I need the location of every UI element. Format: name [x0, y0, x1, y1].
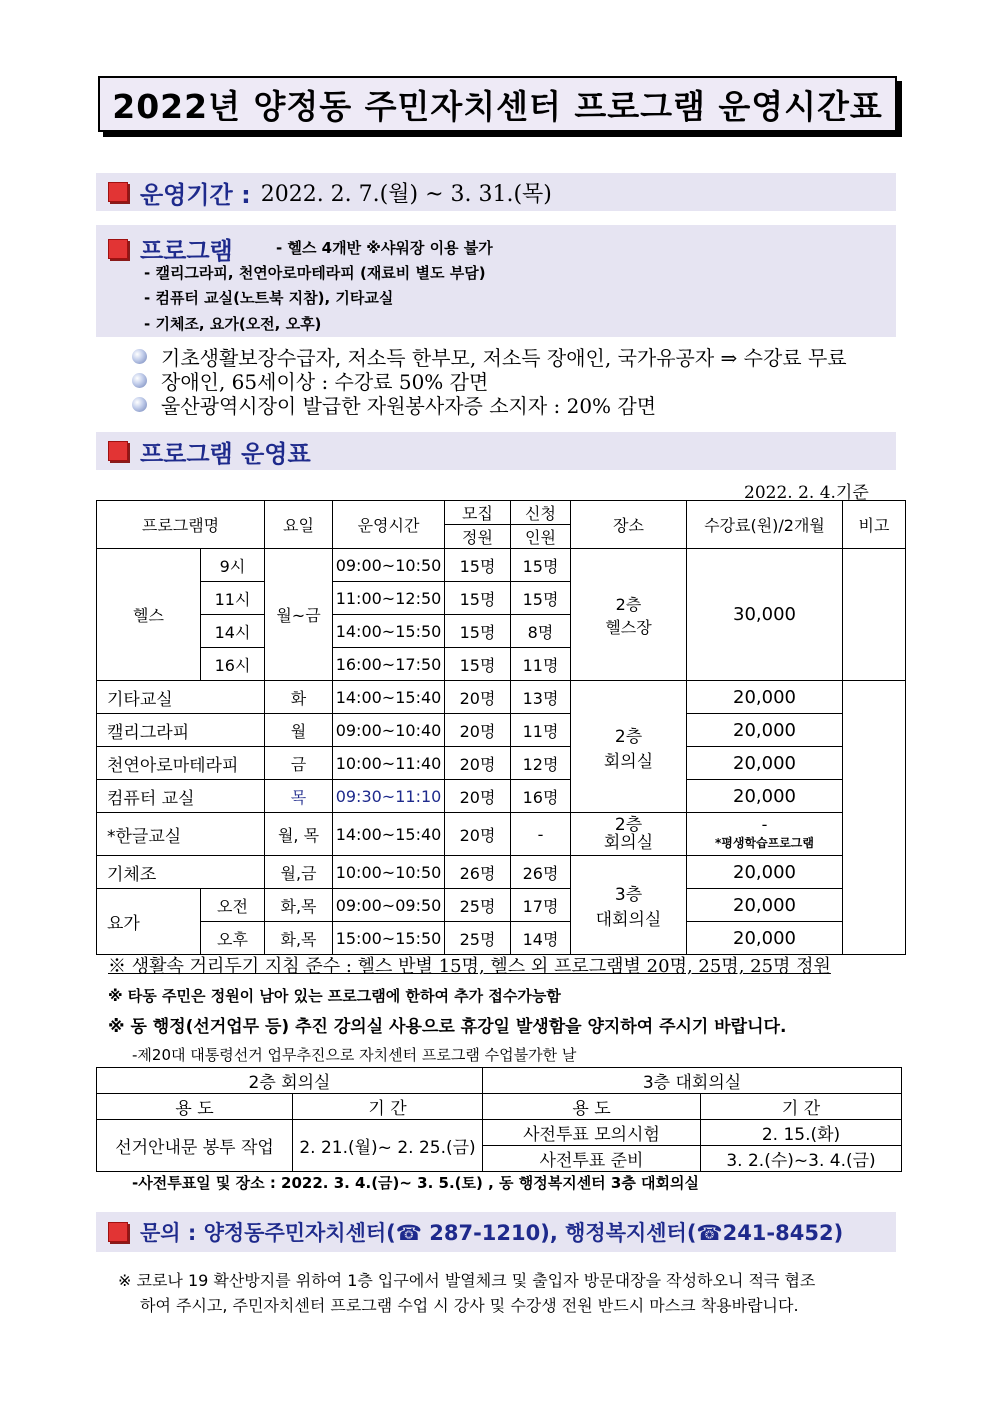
fee: 20,000: [687, 856, 843, 889]
program-name: 천연아로마테라피: [97, 747, 265, 780]
place: [571, 856, 687, 955]
slot: 14시: [201, 615, 265, 648]
enrolled: 26명: [511, 856, 571, 889]
table-header-row: [97, 1068, 902, 1094]
enrolled: 15명: [511, 582, 571, 615]
place: [571, 813, 687, 856]
election-table: [96, 1067, 902, 1172]
fee: 20,000: [687, 889, 843, 922]
room-header: 3층 대회의실: [483, 1068, 902, 1094]
enrolled: 14명: [511, 922, 571, 955]
time: 10:00~10:50: [333, 856, 445, 889]
bullet-ball-icon: [132, 397, 147, 412]
period-label: 운영기간 :: [140, 180, 251, 209]
period: 3. 2.(수)~3. 4.(금): [701, 1146, 902, 1172]
red-square-icon: [108, 182, 128, 202]
program-line: - 헬스 4개반 ※샤워장 이용 불가: [276, 239, 493, 257]
enrolled: 16명: [511, 780, 571, 813]
place-room: 회의실: [603, 751, 654, 772]
day: 월: [265, 714, 333, 747]
red-square-icon: [108, 239, 128, 259]
election-note: -제20대 대통령선거 업무추진으로 자치센터 프로그램 수업불가한 날: [132, 1046, 577, 1064]
fee: [687, 813, 843, 856]
list-item-text: 기초생활보장수급자, 저소득 한부모, 저소득 장애인, 국가유공자 ⇒ 수강료 무료: [161, 345, 847, 370]
fee: 20,000: [687, 747, 843, 780]
col-header: 장소: [571, 501, 687, 549]
program-line: - 캘리그라피, 천연아로마테라피 (재료비 별도 부담): [144, 264, 486, 282]
capacity: 20명: [445, 681, 511, 714]
as-of-date: 2022. 2. 4.기준: [744, 483, 869, 503]
col-header: 정원: [445, 525, 511, 549]
col-header: 용 도: [483, 1094, 701, 1120]
covid-note-line: ※ 코로나 19 확산방지를 위하여 1층 입구에서 발열체크 및 출입자 방문대장을 작성하오니 적극 협조: [118, 1271, 816, 1290]
slot: 16시: [201, 648, 265, 681]
fee: 20,000: [687, 681, 843, 714]
enrolled: 15명: [511, 549, 571, 582]
time: 15:00~15:50: [333, 922, 445, 955]
program-name: 요가: [97, 889, 201, 955]
time: 09:30~11:10: [333, 780, 445, 813]
place-floor: 2층: [614, 726, 643, 747]
note-distancing: ※ 생활속 거리두기 지침 준수 : 헬스 반별 15명, 헬스 외 프로그램별 20명, 25명, 25명 정원: [108, 956, 831, 977]
enrolled: 12명: [511, 747, 571, 780]
use: 사전투표 모의시험: [483, 1120, 701, 1146]
list-item: [132, 344, 847, 368]
remark: [843, 681, 906, 955]
place-room: 대회의실: [595, 910, 662, 930]
contact-section: [96, 1212, 896, 1252]
enrolled: 13명: [511, 681, 571, 714]
col-header: 인원: [511, 525, 571, 549]
schedule-title: 프로그램 운영표: [140, 439, 311, 468]
slot: 9시: [201, 549, 265, 582]
capacity: 25명: [445, 922, 511, 955]
place-room: 회의실: [603, 833, 654, 853]
table-row: [97, 549, 906, 582]
fee: 20,000: [687, 922, 843, 955]
capacity: 20명: [445, 780, 511, 813]
col-header: 운영시간: [333, 501, 445, 549]
time: 14:00~15:40: [333, 681, 445, 714]
period-section: [96, 173, 896, 211]
time: 14:00~15:50: [333, 615, 445, 648]
slot: 오후: [201, 922, 265, 955]
program-table: [96, 500, 906, 955]
day: 월~금: [265, 549, 333, 681]
capacity: 15명: [445, 582, 511, 615]
use: 사전투표 준비: [483, 1146, 701, 1172]
place-floor: 2층: [615, 594, 642, 614]
day: 목: [265, 780, 333, 813]
list-item-text: 울산광역시장이 발급한 자원봉사자증 소지자 : 20% 감면: [161, 393, 657, 418]
program-line: - 기체조, 요가(오전, 오후): [144, 315, 322, 333]
period-value: 2022. 2. 7.(월) ~ 3. 31.(목): [260, 181, 552, 207]
program-name: 기체조: [97, 856, 265, 889]
list-item-text: 장애인, 65세이상 : 수강료 50% 감면: [161, 369, 489, 394]
place-floor: 3층: [614, 885, 643, 905]
fee: 30,000: [687, 549, 843, 681]
time: 10:00~11:40: [333, 747, 445, 780]
slot: 11시: [201, 582, 265, 615]
place: [571, 681, 687, 813]
col-header: 기 간: [293, 1094, 483, 1120]
enrolled: -: [511, 813, 571, 856]
table-row: [97, 856, 906, 889]
program-name: 헬스: [97, 549, 201, 681]
note-closure: ※ 동 행정(선거업무 등) 추진 강의실 사용으로 휴강일 발생함을 양지하여 주시기 바랍니다.: [108, 1017, 787, 1037]
col-header: 기 간: [701, 1094, 902, 1120]
col-header: 용 도: [97, 1094, 293, 1120]
list-item: [132, 392, 847, 416]
capacity: 15명: [445, 549, 511, 582]
day: 화,목: [265, 922, 333, 955]
col-header: 신청: [511, 501, 571, 525]
use: 선거안내문 봉투 작업: [97, 1120, 293, 1172]
page-title: 2022년 양정동 주민자치센터 프로그램 운영시간표: [98, 76, 897, 132]
bullet-ball-icon: [132, 349, 147, 364]
place: [571, 549, 687, 681]
table-row: [97, 813, 906, 856]
capacity: 26명: [445, 856, 511, 889]
capacity: 25명: [445, 889, 511, 922]
table-row: [97, 714, 906, 747]
remark: [843, 549, 906, 681]
covid-note-line: 하여 주시고, 주민자치센터 프로그램 수업 시 강사 및 수강생 전원 반드시 마스크 착용바랍니다.: [140, 1296, 799, 1315]
period: 2. 15.(화): [701, 1120, 902, 1146]
fee: 20,000: [687, 780, 843, 813]
fee-value: -: [761, 815, 768, 834]
program-name: 기타교실: [97, 681, 265, 714]
fee: 20,000: [687, 714, 843, 747]
col-header: 모집: [445, 501, 511, 525]
col-header: 비고: [843, 501, 906, 549]
list-item: [132, 368, 847, 392]
discount-list: [132, 344, 847, 416]
place-floor: 2층: [614, 815, 643, 835]
place-room: 헬스장: [605, 617, 652, 637]
time: 09:00~10:40: [333, 714, 445, 747]
day: 화: [265, 681, 333, 714]
capacity: 20명: [445, 813, 511, 856]
enrolled: 11명: [511, 648, 571, 681]
red-square-icon: [108, 1222, 128, 1242]
time: 09:00~09:50: [333, 889, 445, 922]
time: 16:00~17:50: [333, 648, 445, 681]
room-header: 2층 회의실: [97, 1068, 483, 1094]
time: 09:00~10:50: [333, 549, 445, 582]
day: 월,금: [265, 856, 333, 889]
programs-section: [96, 225, 896, 337]
bullet-ball-icon: [132, 373, 147, 388]
table-row: [97, 747, 906, 780]
program-name: 캘리그라피: [97, 714, 265, 747]
period: 2. 21.(월)~ 2. 25.(금): [293, 1120, 483, 1172]
fee-note: *평생학습프로그램: [714, 836, 814, 850]
capacity: 15명: [445, 615, 511, 648]
program-name: *한글교실: [97, 813, 265, 856]
schedule-section-header: [96, 432, 896, 470]
day: 월, 목: [265, 813, 333, 856]
note-other-dong: ※ 타동 주민은 정원이 남아 있는 프로그램에 한하여 추가 접수가능함: [108, 987, 561, 1005]
programs-label: 프로그램: [140, 237, 233, 265]
capacity: 20명: [445, 747, 511, 780]
table-row: [97, 681, 906, 714]
col-header: 프로그램명: [97, 501, 265, 549]
program-name: 컴퓨터 교실: [97, 780, 265, 813]
table-row: [97, 889, 906, 922]
program-line: - 컴퓨터 교실(노트북 지참), 기타교실: [144, 289, 394, 307]
early-vote-note: -사전투표일 및 장소 : 2022. 3. 4.(금)~ 3. 5.(토) , 동 행정복지센터 3층 대회의실: [132, 1174, 700, 1192]
enrolled: 8명: [511, 615, 571, 648]
red-square-icon: [108, 441, 128, 461]
col-header: 수강료(원)/2개월: [687, 501, 843, 549]
day: 금: [265, 747, 333, 780]
table-header-row: [97, 1094, 902, 1120]
table-row: [97, 780, 906, 813]
contact-text: 문의 : 양정동주민자치센터(☎ 287-1210), 행정복지센터(☎241-8452): [140, 1221, 844, 1245]
time: 14:00~15:40: [333, 813, 445, 856]
day: 화,목: [265, 889, 333, 922]
slot: 오전: [201, 889, 265, 922]
time: 11:00~12:50: [333, 582, 445, 615]
col-header: 요일: [265, 501, 333, 549]
capacity: 20명: [445, 714, 511, 747]
table-header-row: [97, 501, 906, 525]
table-row: [97, 922, 906, 955]
enrolled: 11명: [511, 714, 571, 747]
table-row: [97, 1120, 902, 1146]
enrolled: 17명: [511, 889, 571, 922]
capacity: 15명: [445, 648, 511, 681]
